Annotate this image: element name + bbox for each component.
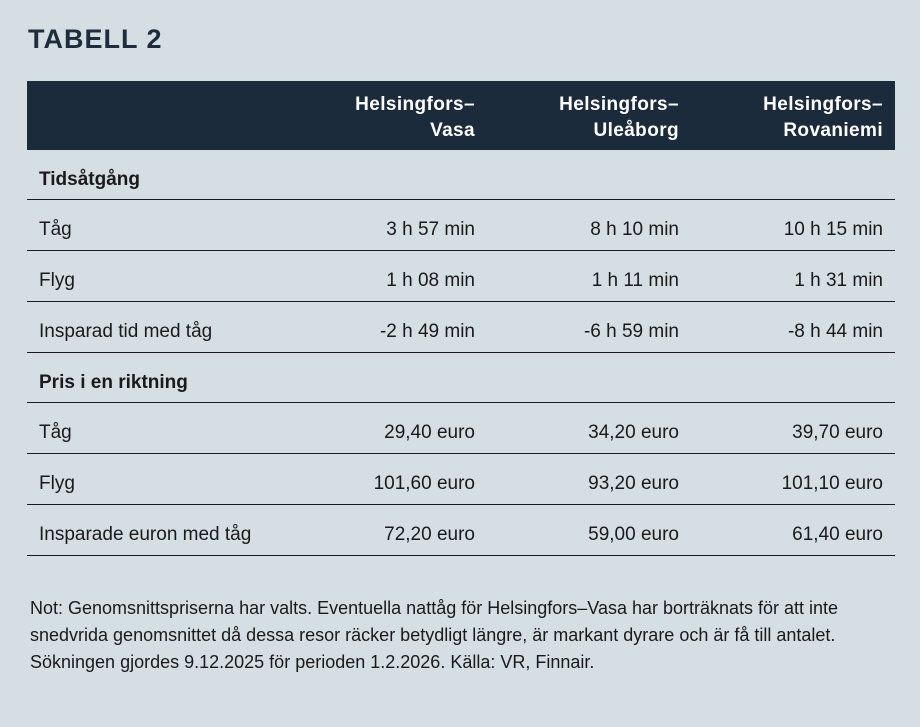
cell-uleaborg: 8 h 10 min	[590, 219, 679, 240]
table-row	[27, 403, 895, 454]
cell-uleaborg: 1 h 11 min	[591, 270, 679, 291]
footnote: Not: Genomsnittspriserna har valts. Eventuella nattåg för Helsingfors–Vasa har borträknats för att inte snedvrida genomsnittet då dessa resor räcker betydligt längre, är markant dyrare och är få till antalet. Sökningen gjordes 9.12.2025 för perioden 1.2.2026. Källa: VR, Finnair.	[30, 598, 839, 672]
cell-vasa: -2 h 49 min	[379, 321, 475, 342]
cell-rovaniemi: -8 h 44 min	[787, 321, 883, 342]
column-header-line2: Uleåborg	[593, 120, 679, 141]
table-row	[27, 251, 895, 302]
row-label: Flyg	[39, 473, 75, 494]
row-label: Insparade euron med tåg	[39, 524, 252, 545]
cell-uleaborg: 59,00 euro	[588, 524, 679, 545]
column-header-line1: Helsingfors–	[763, 94, 883, 115]
cell-vasa: 72,20 euro	[384, 524, 475, 545]
section-label: Pris i en riktning	[39, 372, 188, 393]
row-label: Flyg	[39, 270, 75, 291]
cell-uleaborg: 93,20 euro	[588, 473, 679, 494]
row-label: Tåg	[39, 422, 72, 443]
cell-uleaborg: -6 h 59 min	[583, 321, 679, 342]
section-header-time	[27, 150, 895, 200]
table-row	[27, 505, 895, 556]
column-header-line2: Rovaniemi	[783, 120, 883, 141]
table-row	[27, 302, 895, 353]
cell-rovaniemi: 61,40 euro	[792, 524, 883, 545]
table-header	[27, 81, 895, 150]
column-header-vasa	[275, 92, 475, 144]
row-label: Insparad tid med tåg	[39, 321, 213, 342]
cell-vasa: 101,60 euro	[373, 473, 475, 494]
cell-rovaniemi: 39,70 euro	[792, 422, 883, 443]
column-header-rovaniemi	[683, 92, 883, 144]
column-header-line1: Helsingfors–	[355, 94, 475, 115]
cell-vasa: 1 h 08 min	[386, 270, 475, 291]
table-row	[27, 454, 895, 505]
column-header-line1: Helsingfors–	[559, 94, 679, 115]
cell-uleaborg: 34,20 euro	[588, 422, 679, 443]
cell-rovaniemi: 101,10 euro	[781, 473, 883, 494]
cell-vasa: 3 h 57 min	[386, 219, 475, 240]
section-label: Tidsåtgång	[39, 169, 140, 190]
cell-rovaniemi: 10 h 15 min	[783, 219, 883, 240]
column-header-uleaborg	[479, 92, 679, 144]
table-title: TABELL 2	[28, 24, 163, 54]
comparison-table	[27, 81, 895, 556]
row-label: Tåg	[39, 219, 72, 240]
column-header-line2: Vasa	[430, 120, 475, 141]
table-row	[27, 200, 895, 251]
cell-vasa: 29,40 euro	[384, 422, 475, 443]
cell-rovaniemi: 1 h 31 min	[794, 270, 883, 291]
section-header-price	[27, 353, 895, 403]
